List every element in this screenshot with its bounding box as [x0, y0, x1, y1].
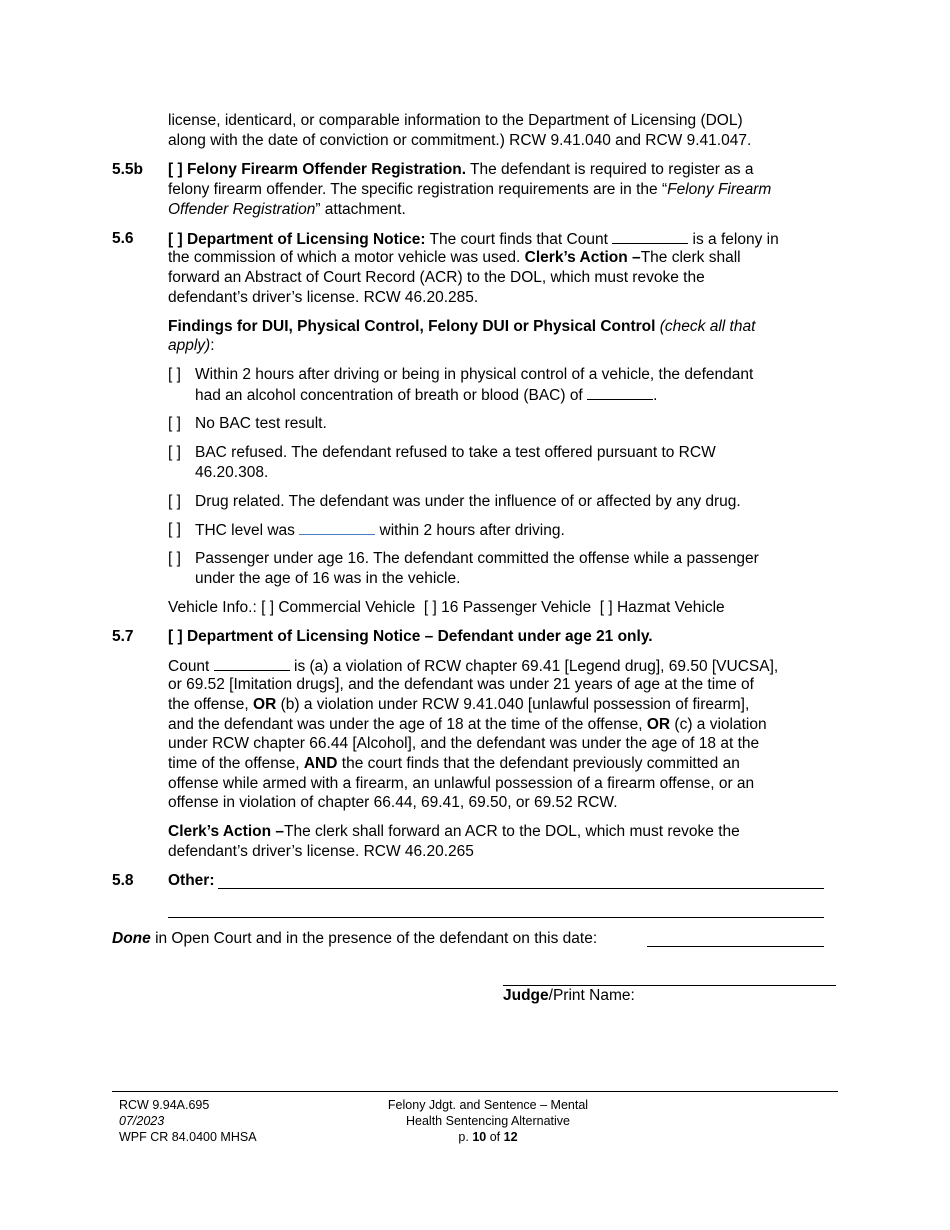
judge-label: Judge: [503, 987, 549, 1004]
intro-line-1: license, identicard, or comparable information to the Department of Licensing (DOL): [168, 112, 743, 129]
findings-title: Findings for DUI, Physical Control, Felony DUI or Physical Control: [168, 318, 656, 335]
section-5-7-clerk-text: The clerk shall forward an ACR to the DOL, which must revoke the: [284, 823, 740, 840]
other-label: Other:: [168, 872, 215, 889]
done-text: in Open Court and in the presence of the defendant on this date:: [155, 930, 598, 947]
section-5-7-p3b: (b) a violation under RCW 9.41.040 [unlawful possession of firearm],: [280, 696, 750, 713]
section-5-7-clerk-label: Clerk’s Action –: [168, 823, 285, 840]
section-5-6-line-4: defendant’s driver’s license. RCW 46.20.285.: [168, 289, 479, 306]
section-5-7-title: Department of Licensing Notice – Defendant under age 21 only.: [186, 628, 653, 645]
vehicle-info-label: Vehicle Info.:: [168, 599, 257, 616]
section-5-5b-title: Felony Firearm Offender Registration.: [186, 161, 467, 178]
finding-refused-line-1: BAC refused. The defendant refused to take a test offered pursuant to RCW: [195, 444, 716, 461]
clerk-action-label: Clerk’s Action –: [524, 249, 641, 266]
section-5-7-p1b: is (a) a violation of RCW chapter 69.41 [Legend drug], 69.50 [VUCSA],: [294, 658, 779, 675]
footer-rcw: RCW 9.94A.695: [119, 1098, 210, 1112]
page-prefix: p.: [458, 1130, 469, 1144]
section-5-7-para-line-6: [168, 754, 740, 774]
section-5-7-p6a: time of the offense,: [168, 755, 300, 772]
section-5-7-p6b: the court finds that the defendant previously committed an: [341, 755, 740, 772]
finding-thc-text-a: THC level was: [195, 522, 295, 539]
section-5-5b-line-2: [168, 180, 771, 200]
section-5-7-clerk-line-1: [168, 822, 740, 842]
footer-form-number: WPF CR 84.0400 MHSA: [119, 1130, 257, 1144]
commercial-vehicle-checkbox[interactable]: [ ]: [261, 599, 274, 616]
section-5-6-number: 5.6: [112, 230, 134, 247]
finding-drug-checkbox[interactable]: [ ]: [168, 493, 181, 510]
findings-title-line-1: [168, 317, 755, 337]
section-5-7-clerk-line-2: defendant’s driver’s license. RCW 46.20.265: [168, 843, 474, 860]
findings-colon: :: [210, 337, 215, 354]
section-5-6-text-a: The court finds that Count: [429, 231, 608, 248]
thc-blank[interactable]: [299, 520, 375, 535]
finding-passenger-checkbox[interactable]: [ ]: [168, 550, 181, 567]
section-5-6-checkbox[interactable]: [ ]: [168, 231, 183, 248]
section-5-7-para-line-3: [168, 695, 749, 715]
page-of: of: [489, 1130, 501, 1144]
finding-no-bac-text: No BAC test result.: [195, 415, 327, 432]
section-5-5b-checkbox[interactable]: [ ]: [168, 161, 183, 178]
findings-note-end: apply): [168, 337, 211, 354]
section-5-6-line-1: [168, 229, 779, 250]
footer-title-line-1: Felony Jdgt. and Sentence – Mental: [387, 1098, 589, 1112]
section-5-5b-number: 5.5b: [112, 161, 144, 178]
section-5-7-p4a: and the defendant was under the age of 18 at the time of the offense,: [168, 716, 643, 733]
under-21-count-blank[interactable]: [214, 656, 290, 671]
section-5-6-line-2b: The clerk shall: [640, 249, 741, 266]
bac-blank[interactable]: [587, 385, 653, 400]
section-5-5b-line-2-text: felony firearm offender. The specific registration requirements are in the “: [168, 181, 668, 198]
finding-thc-line: [195, 520, 565, 541]
section-5-7-p4b: (c) a violation: [674, 716, 767, 733]
footer-title-line-2: Health Sentencing Alternative: [406, 1114, 570, 1128]
section-5-7-number: 5.7: [112, 628, 134, 645]
section-5-7-count-label: Count: [168, 658, 210, 675]
section-5-5b-line-1: [168, 160, 754, 180]
section-5-8-number: 5.8: [112, 872, 134, 889]
section-5-7-p3a: the offense,: [168, 696, 249, 713]
finding-thc-text-b: within 2 hours after driving.: [379, 522, 565, 539]
or-label-2: OR: [646, 716, 671, 733]
date-line[interactable]: [647, 946, 824, 947]
findings-note: (check all that: [659, 318, 756, 335]
section-5-6-text-b: is a felony in: [692, 231, 779, 248]
section-5-6-line-2: [168, 248, 741, 268]
passenger-vehicle-checkbox[interactable]: [ ]: [423, 599, 437, 616]
finding-thc-checkbox[interactable]: [ ]: [168, 521, 181, 538]
other-line-1[interactable]: [218, 888, 824, 889]
section-5-7-checkbox[interactable]: [ ]: [168, 628, 183, 645]
commercial-vehicle-label: Commercial Vehicle: [278, 599, 416, 616]
count-blank[interactable]: [612, 229, 688, 244]
finding-refused-line-2: 46.20.308.: [195, 464, 269, 481]
judge-signature-label: [503, 986, 635, 1006]
finding-refused-checkbox[interactable]: [ ]: [168, 444, 181, 461]
finding-passenger-line-2: under the age of 16 was in the vehicle.: [195, 570, 461, 587]
section-5-5b-line-3-rest: ” attachment.: [315, 201, 406, 218]
finding-drug-text: Drug related. The defendant was under the influence of or affected by any drug.: [195, 493, 741, 510]
footer-rule: [112, 1091, 838, 1092]
finding-bac-line-1: Within 2 hours after driving or being in physical control of a vehicle, the defendant: [195, 366, 754, 383]
intro-line-2: along with the date of conviction or commitment.) RCW 9.41.040 and RCW 9.41.047.: [168, 132, 752, 149]
section-5-7-para-line-5: under RCW chapter 66.44 [Alcohol], and the defendant was under the age of 18 at the: [168, 735, 760, 752]
section-5-5b-text: The defendant is required to register as a: [470, 161, 754, 178]
section-5-5b-attachment-name: Offender Registration: [168, 201, 316, 218]
page-total: 12: [503, 1130, 518, 1144]
section-5-7-para-line-8: offense in violation of chapter 66.44, 69.41, 69.50, or 69.52 RCW.: [168, 794, 618, 811]
section-5-7-para-line-7: offense while armed with a firearm, an unlawful possession of a firearm offense, or an: [168, 775, 755, 792]
finding-bac-period: .: [653, 387, 658, 404]
findings-title-line-2: [168, 336, 215, 356]
done-statement: [112, 929, 597, 949]
section-5-7-heading: [168, 627, 653, 647]
section-5-6-line-2a: the commission of which a motor vehicle was used.: [168, 249, 521, 266]
other-line-2[interactable]: [168, 917, 824, 918]
finding-bac-text: had an alcohol concentration of breath or blood (BAC) of: [195, 387, 583, 404]
done-label: Done: [112, 930, 151, 947]
section-5-7-para-line-1: [168, 656, 778, 677]
section-5-6-line-3: forward an Abstract of Court Record (ACR) to the DOL, which must revoke the: [168, 269, 705, 286]
page-current: 10: [472, 1130, 487, 1144]
hazmat-vehicle-checkbox[interactable]: [ ]: [599, 599, 613, 616]
section-5-5b-line-3: [168, 200, 406, 220]
finding-bac-line-2: [195, 385, 657, 406]
finding-passenger-line-1: Passenger under age 16. The defendant committed the offense while a passenger: [195, 550, 759, 567]
passenger-vehicle-label: 16 Passenger Vehicle: [441, 599, 592, 616]
print-name-label: /Print Name:: [548, 987, 635, 1004]
hazmat-vehicle-label: Hazmat Vehicle: [616, 599, 725, 616]
section-5-5b-italic: Felony Firearm: [667, 181, 772, 198]
finding-bac-checkbox[interactable]: [ ]: [168, 366, 181, 383]
finding-no-bac-checkbox[interactable]: [ ]: [168, 415, 181, 432]
section-5-7-para-line-2: or 69.52 [Imitation drugs], and the defendant was under 21 years of age at the time of: [168, 676, 754, 693]
section-5-6-title: Department of Licensing Notice:: [186, 231, 426, 248]
or-label-1: OR: [253, 696, 277, 713]
footer-page-number: [330, 1129, 646, 1145]
section-5-7-para-line-4: [168, 715, 767, 735]
footer-date: 07/2023: [119, 1114, 165, 1128]
and-label: AND: [303, 755, 338, 772]
vehicle-info-line: [168, 598, 725, 618]
